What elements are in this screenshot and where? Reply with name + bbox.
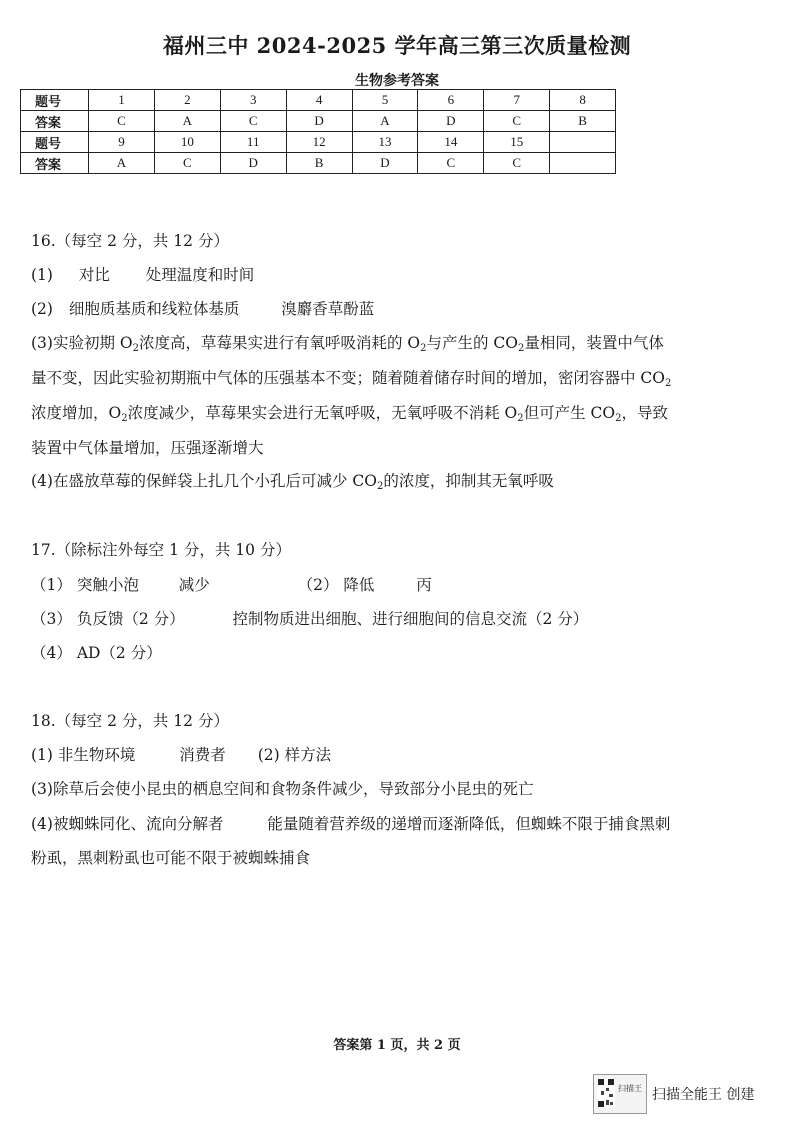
- table-cell: A: [154, 111, 220, 132]
- q18-a1-part2: 消费者: [179, 746, 226, 764]
- subscript: 2: [132, 343, 139, 354]
- subscript: 2: [517, 413, 524, 424]
- table-cell: 11: [220, 132, 286, 153]
- table-row-label: 答案: [21, 153, 89, 174]
- q16-a4-text: (4)在盛放草莓的保鲜袋上扎几个小孔后可减少 CO: [31, 472, 377, 490]
- table-cell: D: [286, 111, 352, 132]
- q16-a3-text: (3)实验初期 O: [31, 334, 133, 352]
- q18-answer-3: (3)除草后会使小昆虫的栖息空间和食物条件减少，导致部分小昆虫的死亡: [31, 780, 534, 798]
- q16-answer-4: [31, 469, 554, 491]
- table-cell: 3: [220, 90, 286, 111]
- table-cell: [550, 153, 616, 174]
- table-cell: 2: [154, 90, 220, 111]
- qr-code-icon: [597, 1078, 615, 1108]
- table-row: [21, 153, 616, 174]
- subscript: 2: [665, 378, 672, 389]
- table-cell: 9: [89, 132, 155, 153]
- table-cell: D: [352, 153, 418, 174]
- table-cell: C: [418, 153, 484, 174]
- table-cell: B: [286, 153, 352, 174]
- table-cell: D: [418, 111, 484, 132]
- subscript: 2: [376, 481, 384, 492]
- q16-a2-num: (2): [31, 300, 53, 318]
- table-cell: 7: [484, 90, 550, 111]
- q16-a1-num: (1): [31, 266, 53, 284]
- table-cell: 5: [352, 90, 418, 111]
- q17-a2-num: （2）: [297, 576, 339, 594]
- q17-answer-4: [31, 641, 162, 663]
- q17-a2-part2: 丙: [416, 576, 432, 594]
- q16-answer-3-line3: [31, 401, 668, 423]
- table-row-label: 题号: [21, 132, 89, 153]
- q17-answer-3: [31, 607, 588, 629]
- table-row: [21, 132, 616, 153]
- subscript: 2: [121, 413, 128, 424]
- q18-a4-part2: 能量随着营养级的递增而逐渐降低，但蜘蛛不限于捕食黑刺: [267, 815, 671, 833]
- q17-a3-part1: 负反馈（2 分）: [76, 610, 185, 628]
- table-row: [21, 111, 616, 132]
- q17-a1-num: （1）: [31, 576, 72, 594]
- q17-a1-part1: 突触小泡: [76, 576, 139, 594]
- scanner-logo: [593, 1074, 647, 1114]
- q16-a3-text: 量相同，装置中气体: [524, 334, 664, 352]
- q17-a1-part2: 减少: [178, 576, 210, 594]
- scanner-watermark: 扫描全能王 创建: [652, 1087, 755, 1103]
- q18-a4-part1: (4)被蜘蛛同化、流向分解者: [31, 815, 224, 833]
- table-cell: 8: [550, 90, 616, 111]
- q16-a3-text: 浓度减少，草莓果实会进行无氧呼吸，无氧呼吸不消耗 O: [127, 404, 518, 422]
- page-title: 福州三中 2024-2025 学年高三第三次质量检测: [162, 33, 632, 58]
- q18-a2-part1: 样方法: [284, 746, 332, 764]
- table-row-label: 题号: [21, 90, 89, 111]
- table-cell: 12: [286, 132, 352, 153]
- table-cell: 10: [154, 132, 220, 153]
- q16-answer-3-line1: [31, 331, 664, 353]
- answer-key-table: [20, 89, 616, 174]
- subscript: 2: [517, 343, 525, 354]
- table-cell: 6: [418, 90, 484, 111]
- subscript: 2: [615, 413, 622, 424]
- q18-a1-part1: 非生物环境: [57, 746, 136, 764]
- table-cell: A: [89, 153, 155, 174]
- q17-heading: 17.（除标注外每空 1 分，共 10 分）: [31, 541, 291, 559]
- q18-heading: 18.（每空 2 分，共 12 分）: [31, 712, 229, 730]
- q16-a3-text: ，导致: [621, 404, 668, 422]
- q18-answer-4-line2: 粉虱，黑刺粉虱也可能不限于被蜘蛛捕食: [31, 849, 311, 867]
- table-cell: C: [484, 153, 550, 174]
- table-cell: B: [550, 111, 616, 132]
- scanner-logo-text: 扫描王: [618, 1084, 642, 1093]
- q16-a3-text: 但可产生 CO: [523, 404, 616, 422]
- table-cell: 13: [352, 132, 418, 153]
- subscript: 2: [420, 343, 427, 354]
- q16-answer-1: [31, 263, 254, 285]
- q16-a2-part1: 细胞质基质和线粒体基质: [68, 300, 240, 318]
- q16-a1-part1: 对比: [78, 266, 110, 284]
- q16-heading: 16.（每空 2 分，共 12 分）: [31, 232, 229, 250]
- q18-answer-4-line1: [31, 812, 670, 834]
- table-cell: C: [154, 153, 220, 174]
- table-cell: A: [352, 111, 418, 132]
- q16-a1-part2: 处理温度和时间: [145, 266, 255, 284]
- table-cell: C: [484, 111, 550, 132]
- q17-a4-part1: AD（2 分）: [76, 644, 162, 662]
- table-cell: D: [220, 153, 286, 174]
- q16-answer-3-line4: 装置中气体量增加，压强逐渐增大: [31, 439, 264, 457]
- table-cell: 4: [286, 90, 352, 111]
- q18-a2-num: (2): [257, 746, 280, 764]
- q18-answer-1-2: [31, 743, 331, 765]
- table-row: [21, 90, 616, 111]
- q16-a3-text: 浓度增加，O: [31, 404, 122, 422]
- table-cell: C: [89, 111, 155, 132]
- q17-a3-part2: 控制物质进出细胞、进行细胞间的信息交流（2 分）: [232, 610, 589, 628]
- table-cell: 14: [418, 132, 484, 153]
- table-cell: [550, 132, 616, 153]
- q17-a2-part1: 降低: [343, 576, 375, 594]
- q16-answer-2: [31, 297, 374, 319]
- page-subtitle: 生物参考答案: [355, 73, 439, 89]
- q16-a3-text: 量不变，因此实验初期瓶中气体的压强基本不变；随着随着储存时间的增加，密闭容器中 CO: [31, 369, 665, 387]
- q16-a2-part2: 溴麝香草酚蓝: [281, 300, 375, 318]
- q16-a3-text: 浓度高，草莓果实进行有氧呼吸消耗的 O: [138, 334, 421, 352]
- table-cell: C: [220, 111, 286, 132]
- q17-answer-1-2: [31, 573, 432, 595]
- q17-a3-num: （3）: [31, 610, 72, 628]
- table-cell: 1: [89, 90, 155, 111]
- q17-a4-num: （4）: [31, 644, 72, 662]
- q16-a3-text: 与产生的 CO: [426, 334, 518, 352]
- table-row-label: 答案: [21, 111, 89, 132]
- q18-a1-num: (1): [31, 746, 53, 764]
- q16-a4-text: 的浓度，抑制其无氧呼吸: [383, 472, 554, 490]
- table-cell: 15: [484, 132, 550, 153]
- page-footer: 答案第 1 页，共 2 页: [333, 1038, 461, 1053]
- q16-answer-3-line2: [31, 366, 671, 388]
